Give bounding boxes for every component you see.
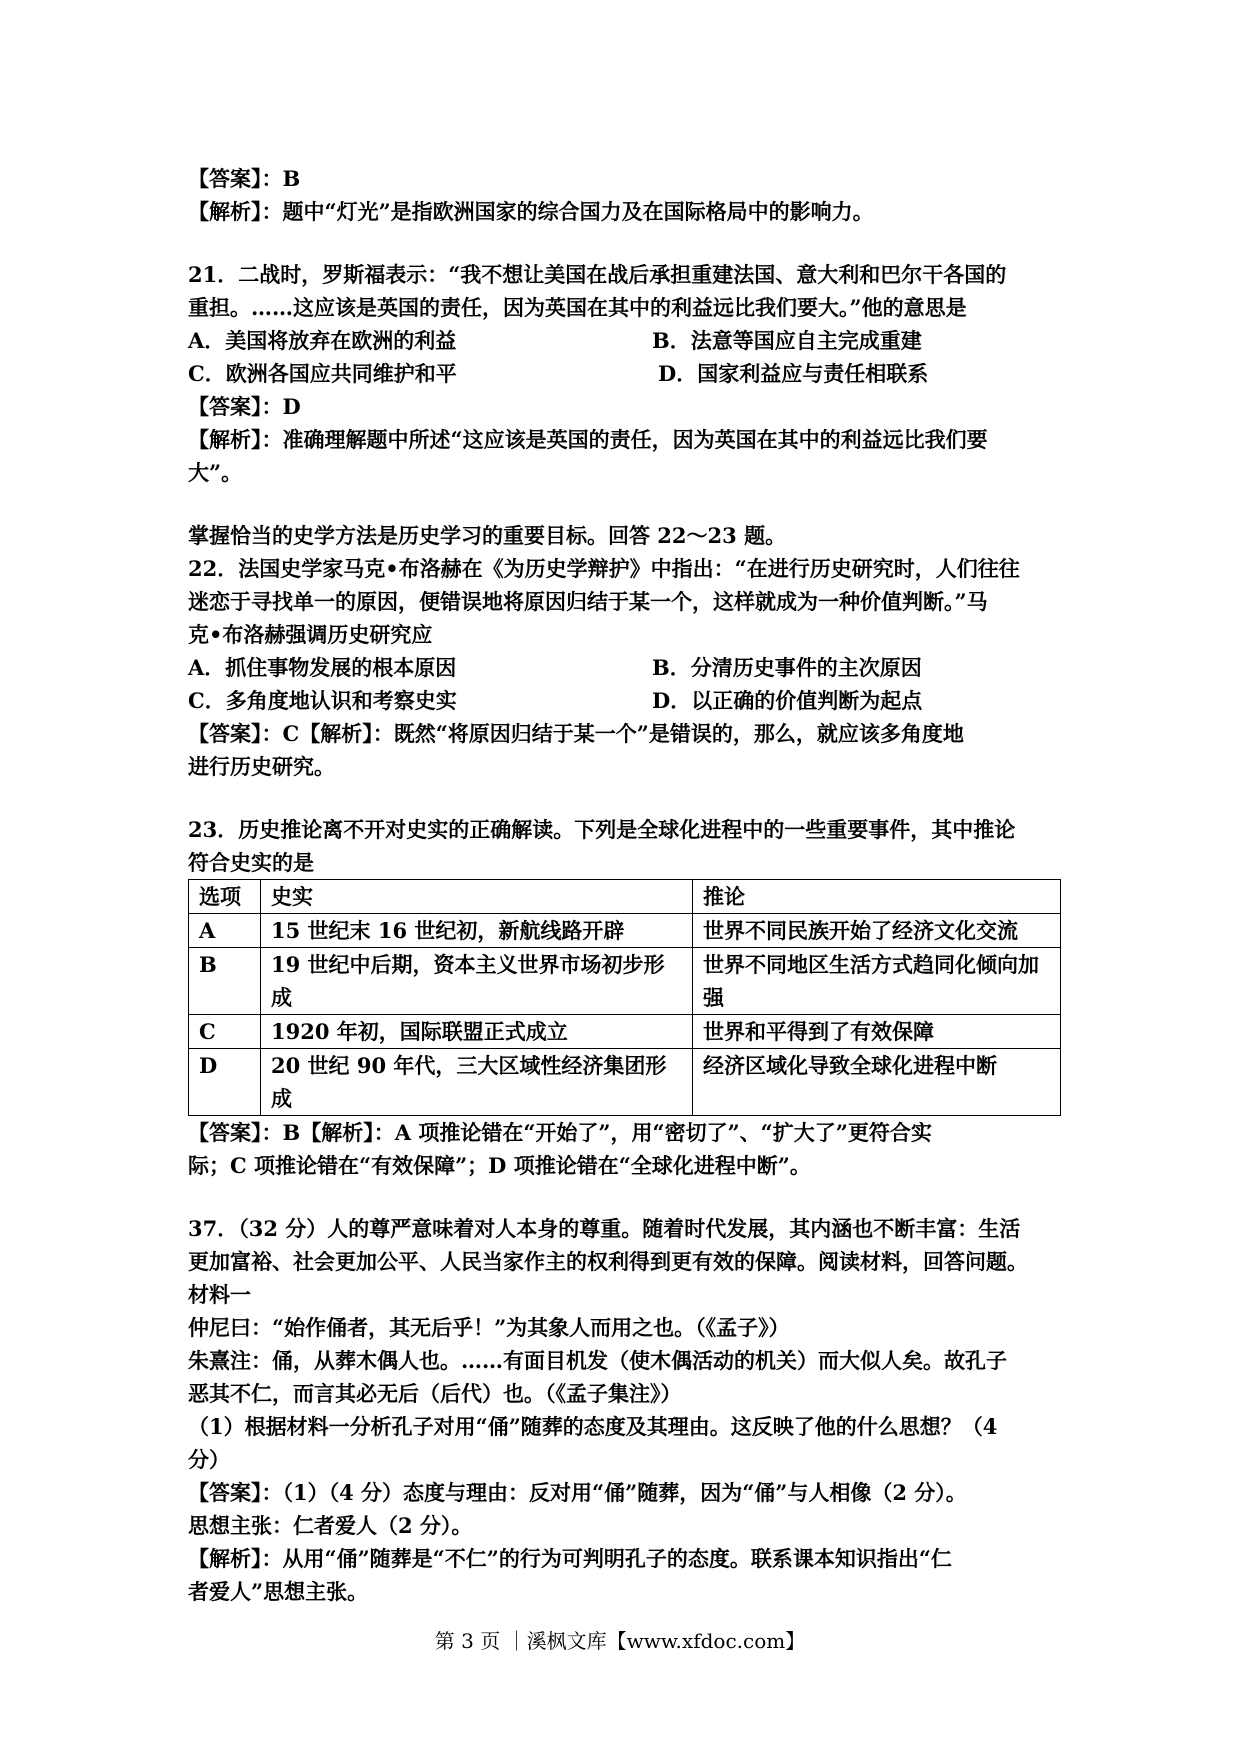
answer-line: 【答案】：C【解析】：既然“将原因归结于某一个”是错误的，那么，就应该多角度地 <box>188 721 964 746</box>
question-23-line: 23．历史推论离不开对史实的正确解读。下列是全球化进程中的一些重要事件，其中推论 <box>188 817 1016 842</box>
table-cell: 1920 年初，国际联盟正式成立 <box>261 1015 693 1049</box>
material-heading: 材料一 <box>188 1282 251 1307</box>
option-c: C．欧洲各国应共同维护和平 <box>188 361 457 386</box>
question-21-line: 21．二战时，罗斯福表示：“我不想让美国在战后承担重建法国、意大利和巴尔干各国的 <box>188 262 1007 287</box>
table-cell: 世界和平得到了有效保障 <box>693 1015 1061 1049</box>
sub-question-line: 分） <box>188 1447 230 1472</box>
table-cell: C <box>189 1015 261 1049</box>
analysis-line: 进行历史研究。 <box>188 754 335 779</box>
material-line: 仲尼曰：“始作俑者，其无后乎！”为其象人而用之也。（《孟子》） <box>188 1315 790 1340</box>
answer-line: 思想主张：仁者爱人（2 分）。 <box>188 1513 473 1538</box>
sub-question-line: （1）根据材料一分析孔子对用“俑”随葬的态度及其理由。这反映了他的什么思想？（4 <box>188 1414 998 1439</box>
table-row <box>189 914 1061 948</box>
table-row <box>189 948 1061 1015</box>
table-row <box>189 1015 1061 1049</box>
table-cell: 19 世纪中后期，资本主义世界市场初步形成 <box>261 948 693 1015</box>
document-body <box>188 162 1060 1608</box>
question-22-options-row <box>188 684 1060 717</box>
material-line: 朱熹注：俑，从葬木偶人也。……有面目机发（使木偶活动的机关）而大似人矣。故孔子 <box>188 1348 1007 1373</box>
history-table <box>188 879 1061 1116</box>
option-a: A．抓住事物发展的根本原因 <box>188 655 457 680</box>
option-a: A．美国将放弃在欧洲的利益 <box>188 328 457 353</box>
table-cell: 世界不同民族开始了经济文化交流 <box>693 914 1061 948</box>
analysis-line: 大”。 <box>188 460 243 485</box>
question-21-line: 重担。……这应该是英国的责任，因为英国在其中的利益远比我们要大。”他的意思是 <box>188 295 967 320</box>
table-cell: 世界不同地区生活方式趋同化倾向加强 <box>693 948 1061 1015</box>
option-b: B．分清历史事件的主次原因 <box>652 655 922 680</box>
page-footer: 第 3 页 ｜溪枫文库【www.xfdoc.com】 <box>434 1629 806 1653</box>
analysis-line: 者爱人”思想主张。 <box>188 1579 369 1604</box>
analysis-line: 际；C 项推论错在“有效保障”；D 项推论错在“全球化进程中断”。 <box>188 1153 811 1178</box>
table-header-cell: 选项 <box>189 880 261 914</box>
table-cell: 经济区域化导致全球化进程中断 <box>693 1049 1061 1116</box>
option-c: C．多角度地认识和考察史实 <box>188 688 457 713</box>
table-cell: B <box>189 948 261 1015</box>
option-d: D．以正确的价值判断为起点 <box>652 688 923 713</box>
table-cell: 20 世纪 90 年代，三大区域性经济集团形成 <box>261 1049 693 1116</box>
option-b: B．法意等国应自主完成重建 <box>652 328 922 353</box>
question-22-line: 22．法国史学家马克•布洛赫在《为历史学辩护》中指出：“在进行历史研究时，人们往往 <box>188 556 1020 581</box>
question-23-line: 符合史实的是 <box>188 850 314 875</box>
analysis-line: 【解析】：从用“俑”随葬是“不仁”的行为可判明孔子的态度。联系课本知识指出“仁 <box>188 1546 952 1571</box>
answer-line: 【答案】：B【解析】：A 项推论错在“开始了”，用“密切了”、“扩大了”更符合实 <box>188 1120 932 1145</box>
answer-line: 【答案】：（1）（4 分）态度与理由：反对用“俑”随葬，因为“俑”与人相像（2 分）。 <box>188 1480 967 1505</box>
question-37-line: 37．（32 分）人的尊严意味着对人本身的尊重。随着时代发展，其内涵也不断丰富：生活 <box>188 1216 1021 1241</box>
question-22-line: 克•布洛赫强调历史研究应 <box>188 622 433 647</box>
answer-line: 【答案】：D <box>188 394 301 419</box>
question-22-options-row <box>188 651 1060 684</box>
table-header-row <box>189 880 1061 914</box>
table-cell: A <box>189 914 261 948</box>
question-37-line: 更加富裕、社会更加公平、人民当家作主的权利得到更有效的保障。阅读材料，回答问题。 <box>188 1249 1028 1274</box>
table-row <box>189 1049 1061 1116</box>
answer-line: 【答案】：B <box>188 166 301 191</box>
table-header-cell: 史实 <box>261 880 693 914</box>
table-cell: 15 世纪末 16 世纪初，新航线路开辟 <box>261 914 693 948</box>
table-header-cell: 推论 <box>693 880 1061 914</box>
question-22-line: 迷恋于寻找单一的原因，便错误地将原因归结于某一个，这样就成为一种价值判断。”马 <box>188 589 988 614</box>
section-intro: 掌握恰当的史学方法是历史学习的重要目标。回答 22～23 题。 <box>188 523 787 548</box>
analysis-line: 【解析】：准确理解题中所述“这应该是英国的责任，因为英国在其中的利益远比我们要 <box>188 427 988 452</box>
material-line: 恶其不仁，而言其必无后（后代）也。（《孟子集注》） <box>188 1381 682 1406</box>
table-cell: D <box>189 1049 261 1116</box>
question-21-options-row <box>188 357 1060 390</box>
question-21-options-row <box>188 324 1060 357</box>
option-d: D．国家利益应与责任相联系 <box>658 361 929 386</box>
analysis-line: 【解析】：题中“灯光”是指欧洲国家的综合国力及在国际格局中的影响力。 <box>188 199 874 224</box>
